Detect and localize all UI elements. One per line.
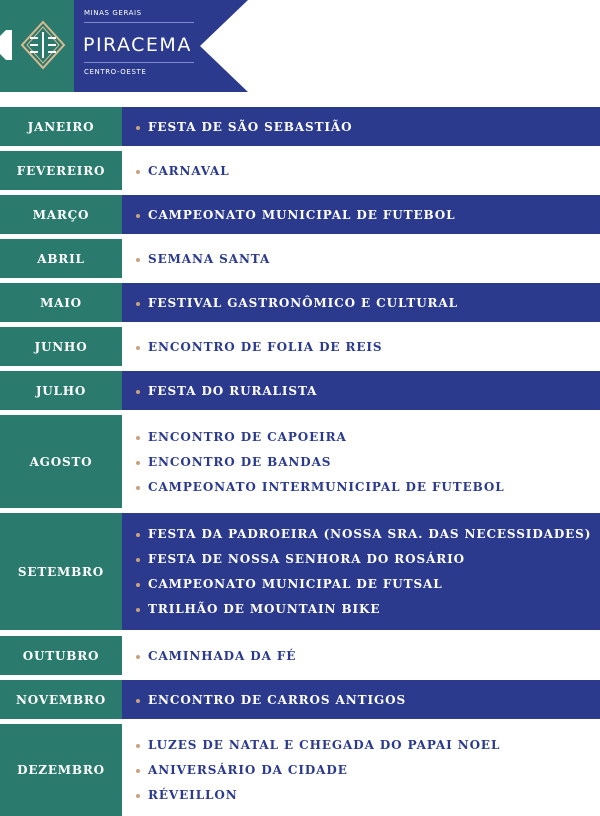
calendar-row (0, 239, 600, 278)
month-events (122, 151, 600, 190)
event-label: FESTA DO RURALISTA (148, 383, 318, 398)
bullet-icon (136, 558, 140, 562)
bullet-icon (136, 436, 140, 440)
bullet-icon (136, 461, 140, 465)
month-label: JANEIRO (0, 107, 122, 146)
header-state: MINAS GERAIS (84, 9, 142, 17)
event-item (148, 738, 500, 752)
event-item (148, 693, 406, 707)
event-item (148, 602, 380, 616)
event-label: ENCONTRO DE CARROS ANTIGOS (148, 692, 407, 707)
month-label: ABRIL (0, 239, 122, 278)
calendar-row (0, 283, 600, 322)
month-events (122, 636, 600, 675)
bullet-icon (136, 744, 140, 748)
month-label: SETEMBRO (0, 513, 122, 630)
event-item (148, 340, 383, 354)
month-events (122, 327, 600, 366)
month-label: JUNHO (0, 327, 122, 366)
event-item (148, 208, 455, 222)
bullet-icon (136, 258, 140, 262)
event-label: FESTA DE SÃO SEBASTIÃO (148, 119, 353, 134)
month-events (122, 724, 600, 816)
calendar-row (0, 415, 600, 508)
calendar-row (0, 195, 600, 234)
event-label: RÉVEILLON (148, 788, 238, 802)
calendar-row (0, 151, 600, 190)
calendar-row (0, 636, 600, 675)
event-label: FESTA DE NOSSA SENHORA DO ROSÁRIO (148, 552, 466, 566)
month-events (122, 415, 600, 508)
bullet-icon (136, 655, 140, 659)
event-item (148, 649, 296, 663)
event-item (148, 552, 465, 566)
month-events (122, 680, 600, 719)
event-item (148, 164, 230, 178)
month-events (122, 107, 600, 146)
event-label: ENCONTRO DE CAPOEIRA (148, 429, 347, 444)
month-events (122, 283, 600, 322)
month-label: AGOSTO (0, 415, 122, 508)
month-events (122, 371, 600, 410)
month-events (122, 513, 600, 630)
event-label: SEMANA SANTA (148, 251, 271, 266)
bullet-icon (136, 170, 140, 174)
month-label: NOVEMBRO (0, 680, 122, 719)
month-label: MARÇO (0, 195, 122, 234)
event-label: CAMPEONATO MUNICIPAL DE FUTSAL (148, 577, 443, 591)
calendar-row (0, 724, 600, 816)
event-label: CAMPEONATO INTERMUNICIPAL DE FUTEBOL (148, 479, 505, 494)
event-item (148, 480, 505, 494)
event-label: LUZES DE NATAL E CHEGADA DO PAPAI NOEL (148, 738, 501, 752)
month-label: OUTUBRO (0, 636, 122, 675)
event-label: CARNAVAL (148, 163, 230, 178)
event-label: FESTA DA PADROEIRA (NOSSA SRA. DAS NECESSIDADES) (148, 527, 592, 541)
calendar-row (0, 513, 600, 630)
bullet-icon (136, 390, 140, 394)
event-label: ENCONTRO DE FOLIA DE REIS (148, 339, 383, 354)
event-item (148, 252, 270, 266)
event-item (148, 788, 238, 802)
event-item (148, 384, 317, 398)
bullet-icon (136, 214, 140, 218)
month-label: DEZEMBRO (0, 724, 122, 816)
bullet-icon (136, 699, 140, 703)
bullet-icon (136, 794, 140, 798)
event-label: ANIVERSÁRIO DA CIDADE (148, 763, 348, 777)
header-region: CENTRO-OESTE (84, 68, 147, 76)
event-item (148, 430, 347, 444)
bullet-icon (136, 769, 140, 773)
bullet-icon (136, 486, 140, 490)
bullet-icon (136, 533, 140, 537)
month-events (122, 195, 600, 234)
calendar-row (0, 680, 600, 719)
event-item (148, 763, 348, 777)
event-item (148, 296, 458, 310)
bullet-icon (136, 346, 140, 350)
month-label: MAIO (0, 283, 122, 322)
event-item (148, 527, 591, 541)
event-item (148, 577, 443, 591)
bullet-icon (136, 126, 140, 130)
bullet-icon (136, 608, 140, 612)
month-label: JULHO (0, 371, 122, 410)
bullet-icon (136, 583, 140, 587)
event-item (148, 120, 352, 134)
month-events (122, 239, 600, 278)
event-label: CAMPEONATO MUNICIPAL DE FUTEBOL (148, 207, 456, 222)
calendar-row (0, 371, 600, 410)
event-label: FESTIVAL GASTRONÔMICO E CULTURAL (148, 295, 458, 310)
event-item (148, 455, 331, 469)
event-label: CAMINHADA DA FÉ (148, 648, 297, 663)
event-label: TRILHÃO DE MOUNTAIN BIKE (148, 602, 381, 616)
event-label: ENCONTRO DE BANDAS (148, 454, 332, 469)
bullet-icon (136, 302, 140, 306)
header-title: PIRACEMA (83, 34, 192, 56)
month-label: FEVEREIRO (0, 151, 122, 190)
calendar-row (0, 327, 600, 366)
calendar-row (0, 107, 600, 146)
